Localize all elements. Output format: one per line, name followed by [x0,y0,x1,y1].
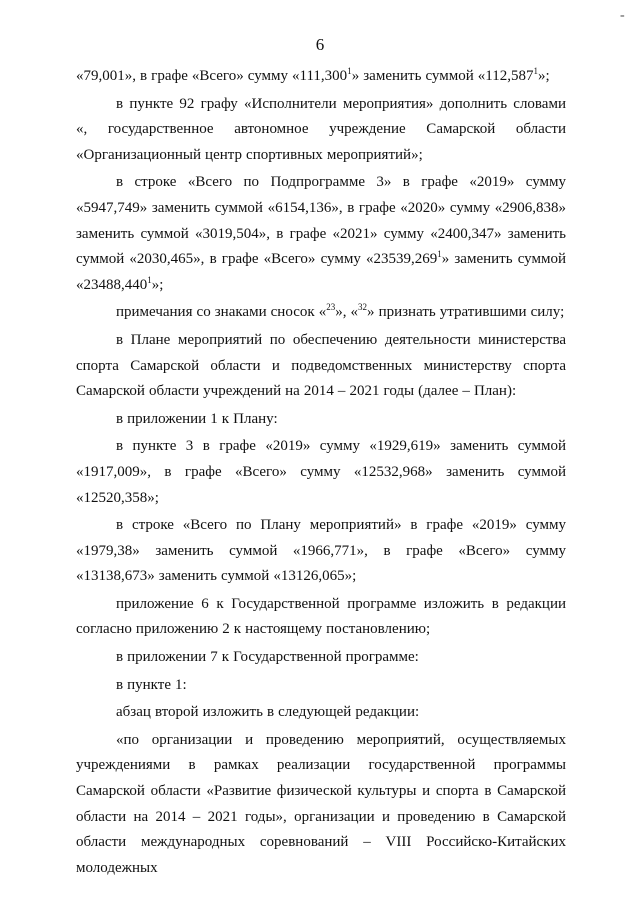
document-body [76,64,566,881]
paragraph [76,407,566,433]
paragraph-text: примечания со знаками сносок « [116,304,327,321]
footnote-superscript: 1 [437,249,442,260]
paragraph-text: в приложении 7 к Государственной программе: [116,649,419,666]
paragraph-text: » заменить суммой «23488,440 [76,251,566,293]
paragraph-text: в пункте 92 графу «Исполнители мероприятия» дополнить словами «, государственное автономное учреждение Самарской области «Организационный центр спортивных мероприятий»; [76,95,566,163]
paragraph-text: в пункте 1: [116,676,187,693]
paragraph-text: «79,001», в графе «Всего» сумму «111,300 [76,68,348,84]
paragraph-text: в Плане мероприятий по обеспечению деятельности министерства спорта Самарской области и подведомственных министерству спорта Самарской области учреждений на 2014 – 2021 годы (далее – План): [76,331,566,400]
paragraph-text: »; [151,276,164,293]
footnote-superscript: 32 [358,302,368,313]
paragraph-text: «по организации и проведению мероприятий, осуществляемых учреждениями в рамках реализации государственной программы Самарской области «Развитие физической культуры и спорта в Самарской области на 2014 – 2021 годы», организации и проведению в Самарской области международных соревнований – VIII Российско-Китайских молодежных [76,731,566,876]
paragraph [76,513,566,590]
paragraph [76,328,566,405]
page-number: 6 [315,35,325,54]
paragraph [76,728,566,882]
paragraph [76,434,566,511]
footnote-superscript: 1 [147,274,152,285]
paragraph [76,700,566,726]
paragraph-text: »; [538,68,550,84]
paragraph-text: абзац второй изложить в следующей редакции: [116,704,420,721]
paragraph-text: » заменить суммой «112,587 [351,68,534,84]
paragraph [76,170,566,298]
paragraph [76,64,566,90]
paragraph-text: в приложении 1 к Плану: [116,410,278,427]
footnote-superscript: 23 [326,302,336,313]
corner-mark: - [620,8,625,23]
paragraph-text: в строке «Всего по Подпрограмме 3» в графе «2019» сумму «5947,749» заменить суммой «6154,136», в графе «2020» сумму «2906,838» заменить суммой «3019,504», в графе «2021» сумму «2400,347» заменить суммой «2030,465», в графе «Всего» сумму «23539,269 [76,174,566,268]
paragraph [76,645,566,671]
footnote-superscript: 1 [533,66,538,76]
paragraph-text: », « [335,304,359,321]
paragraph-text: » признать утратившими силу; [367,304,565,321]
paragraph [76,592,566,643]
paragraph [76,92,566,169]
paragraph-text: в строке «Всего по Плану мероприятий» в графе «2019» сумму «1979,38» заменить суммой «1966,771», в графе «Всего» сумму «13138,673» заменить суммой «13126,065»; [76,517,566,585]
paragraph-text: в пункте 3 в графе «2019» сумму «1929,619» заменить суммой «1917,009», в графе «Всего» сумму «12532,968» заменить суммой «12520,358»; [76,438,566,506]
paragraph-text: приложение 6 к Государственной программе изложить в редакции согласно приложению 2 к настоящему постановлению; [76,595,566,638]
paragraph [76,300,566,326]
paragraph [76,673,566,699]
footnote-superscript: 1 [347,66,352,76]
